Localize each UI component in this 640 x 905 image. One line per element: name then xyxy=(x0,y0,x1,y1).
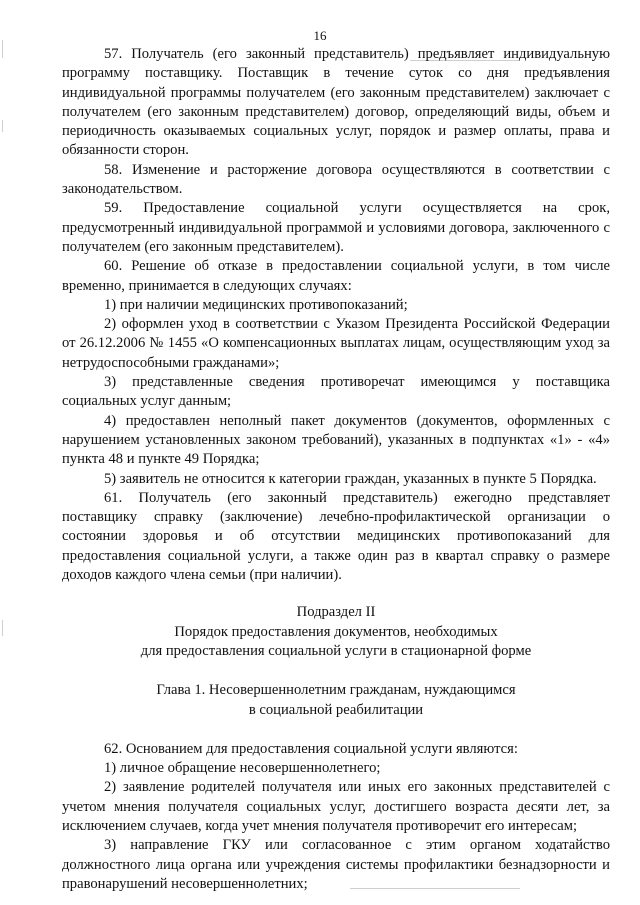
paragraph-58: 58. Изменение и расторжение договора осуществляются в соответствии с законодательством. xyxy=(62,161,610,198)
paragraph-61: 61. Получатель (его законный представитель) ежегодно представляет поставщику справку (заключение) лечебно-профилактической организации о состоянии здоровья и об отсутствии медицинских противопоказаний для предоставления социальной услуги, а также один раз в квартал справку о размере доходов каждого члена семьи (при наличии). xyxy=(62,489,610,584)
list-item-60-2: 2) оформлен уход в соответствии с Указом Президента Российской Федерации от 26.12.2006 № 1455 «О компенсационных выплатах лицам, осуществляющим уход за нетрудоспособными гражданами»; xyxy=(62,316,610,371)
subsection-heading-line1: Порядок предоставления документов, необходимых xyxy=(174,623,498,640)
paragraph-59: 59. Предоставление социальной услуги осуществляется на срок, предусмотренный индивидуальной программой и условиями договора, заключенного с получателем (его законным представителем). xyxy=(62,200,610,255)
chapter-heading-line1: Глава 1. Несовершеннолетним гражданам, нуждающимся xyxy=(156,682,516,699)
paragraph-60: 60. Решение об отказе в предоставлении социальной услуги, в том числе временно, принимается в следующих случаях: xyxy=(62,258,610,294)
list-item-62-3: 3) направление ГКУ или согласованное с этим органом ходатайство должностного лица органа или учреждения системы профилактики безнадзорности и правонарушений несовершеннолетних; xyxy=(62,837,610,892)
list-item-60-3: 3) представленные сведения противоречат имеющимся у поставщика социальных услуг данным; xyxy=(62,374,610,410)
page-number: 16 xyxy=(313,28,327,43)
list-item-60-5: 5) заявитель не относится к категории граждан, указанных в пункте 5 Порядка. xyxy=(104,470,597,487)
paragraph-57: 57. Получатель (его законный представитель) предъявляет индивидуальную программу поставщику. Поставщик в течение суток со дня предъявления индивидуальной программы получателем (его законным представителем) заключает с получателем (его законным представителем) договор, определяющий виды, объем и периодичность оказываемых социальных услуг, порядок и размер оплаты, права и обязанности сторон. xyxy=(62,46,610,159)
document-body xyxy=(62,45,610,894)
list-item-62-1: 1) личное обращение несовершеннолетнего; xyxy=(104,760,381,777)
list-item-60-1: 1) при наличии медицинских противопоказаний; xyxy=(104,296,408,313)
scan-edge-mark xyxy=(2,620,3,636)
paragraph-62: 62. Основанием для предоставления социальной услуги являются: xyxy=(104,740,518,757)
subsection-heading-line2: для предоставления социальной услуги в стационарной форме xyxy=(140,642,532,659)
list-item-62-2: 2) заявление родителей получателя или иных его законных представителей с учетом мнения получателя социальных услуг, достигшего возраста десяти лет, за исключением случаев, когда учет мнения получателя противоречит его интересам; xyxy=(62,779,610,834)
scan-edge-mark xyxy=(2,120,3,132)
chapter-heading-line2: в социальной реабилитации xyxy=(248,701,424,718)
subsection-title: Подраздел II xyxy=(296,604,376,621)
list-item-60-4: 4) предоставлен неполный пакет документов (документов, оформленных с нарушением установленных законом требований), указанных в подпунктах «1» - «4» пункта 48 и пункте 49 Порядка; xyxy=(62,412,610,468)
